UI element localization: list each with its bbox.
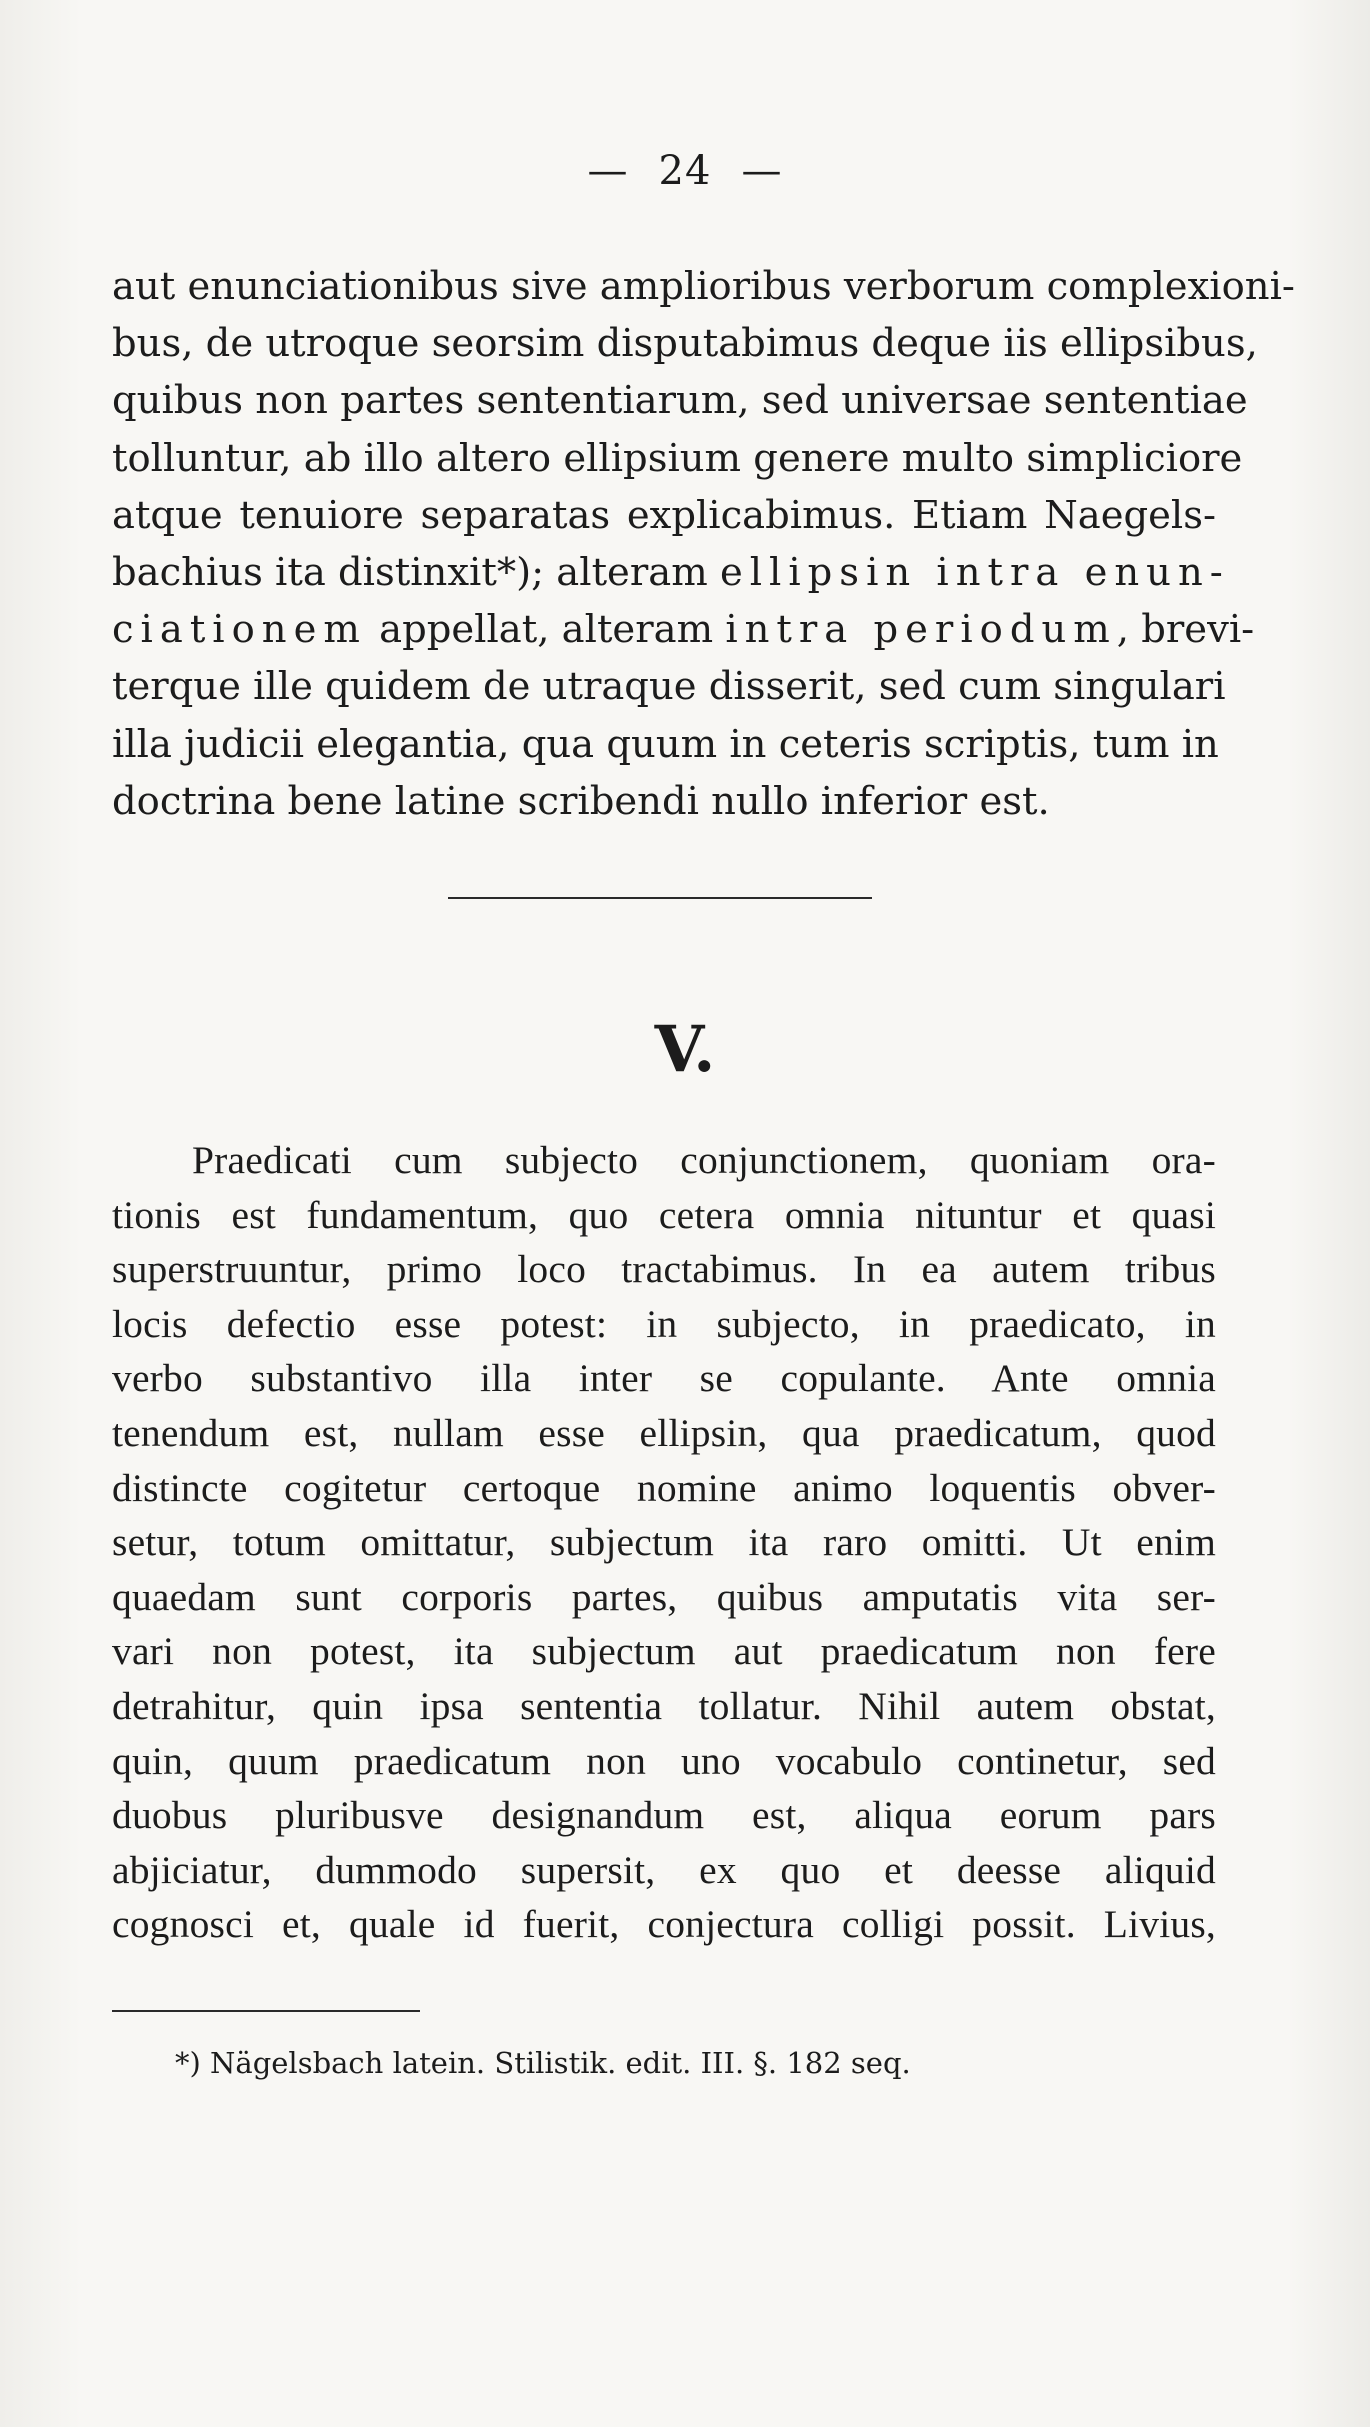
text-line <box>112 1570 1216 1625</box>
text-line <box>112 372 1248 429</box>
text-line <box>112 430 1243 487</box>
text-line <box>112 1679 1216 1734</box>
text-line <box>112 315 1258 372</box>
section-numeral: V. <box>654 1012 716 1087</box>
running-head-dash-right: — <box>741 148 783 194</box>
text-segment: quaedam sunt corporis partes, quibus amputatis vita ser- <box>112 1574 1216 1619</box>
text-segment: cognosci et, quale id fuerit, conjectura colligi possit. Livius, <box>112 1902 1216 1947</box>
text-segment: quibus non partes sententiarum, sed universae sententiae <box>112 378 1248 424</box>
section-divider-rule <box>448 897 872 899</box>
text-segment: locis defectio esse potest: in subjecto, in praedicato, in <box>112 1301 1216 1346</box>
text-line <box>112 544 1230 601</box>
text-line <box>112 1297 1216 1352</box>
text-segment: bus, de utroque seorsim disputabimus deque iis ellipsibus, <box>112 321 1258 367</box>
text-segment: duobus pluribusve designandum est, aliqua eorum pars <box>112 1793 1216 1838</box>
text-segment: verbo substantivo illa inter se copulante. Ante omnia <box>112 1356 1216 1401</box>
text-segment: quin, quum praedicatum non uno vocabulo continetur, sed <box>112 1738 1216 1783</box>
text-segment: superstruuntur, primo loco tractabimus. In ea autem tribus <box>112 1247 1216 1292</box>
text-line <box>112 1788 1216 1843</box>
text-line <box>112 1843 1216 1898</box>
running-head-dash-left: — <box>587 148 629 194</box>
spaced-emphasis: intra periodum <box>725 607 1117 653</box>
paragraph-2 <box>112 1133 1216 1952</box>
spaced-emphasis: ciationem <box>112 607 367 653</box>
text-line <box>112 601 1255 658</box>
text-line <box>112 1897 1216 1952</box>
running-head <box>0 148 1370 194</box>
text-line <box>112 1133 1216 1188</box>
page-number: 24 <box>658 148 712 194</box>
text-line <box>112 716 1219 773</box>
text-segment: atque tenuiore separatas explicabimus. Etiam Naegels- <box>112 492 1216 538</box>
text-line <box>112 773 1216 830</box>
text-segment: abjiciatur, dummodo supersit, ex quo et deesse aliquid <box>112 1847 1216 1892</box>
text-line <box>112 487 1216 544</box>
spaced-emphasis: ellipsin intra enun- <box>719 550 1230 596</box>
text-line <box>112 658 1226 715</box>
text-segment: setur, totum omittatur, subjectum ita raro omitti. Ut enim <box>112 1520 1216 1565</box>
footnote: *) Nägelsbach latein. Stilistik. edit. III. §. 182 seq. <box>175 2046 911 2080</box>
text-segment: , brevi- <box>1116 607 1255 653</box>
text-segment: detrahitur, quin ipsa sententia tollatur. Nihil autem obstat, <box>112 1683 1216 1728</box>
text-line <box>112 258 1295 315</box>
text-line <box>112 1515 1216 1570</box>
text-segment: tionis est fundamentum, quo cetera omnia nituntur et quasi <box>112 1192 1216 1237</box>
text-segment: tenendum est, nullam esse ellipsin, qua praedicatum, quod <box>112 1410 1216 1455</box>
text-segment: terque ille quidem de utraque disserit, sed cum singulari <box>112 664 1226 710</box>
text-line <box>112 1188 1216 1243</box>
text-segment: distincte cogitetur certoque nomine animo loquentis obver- <box>112 1465 1216 1510</box>
text-segment: Praedicati cum subjecto conjunctionem, quoniam ora- <box>192 1138 1216 1182</box>
text-segment: illa judicii elegantia, qua quum in ceteris scriptis, tum in <box>112 721 1219 767</box>
text-line <box>112 1351 1216 1406</box>
text-segment: doctrina bene latine scribendi nullo inferior est. <box>112 778 1050 824</box>
text-line <box>112 1242 1216 1297</box>
text-segment: appellat, alteram <box>366 607 726 653</box>
text-line <box>112 1406 1216 1461</box>
text-line <box>112 1624 1216 1679</box>
text-segment: tolluntur, ab illo altero ellipsium genere multo simpliciore <box>112 435 1243 481</box>
text-line <box>112 1734 1216 1789</box>
text-segment: aut enunciationibus sive amplioribus verborum complexioni- <box>112 264 1295 309</box>
text-segment: bachius ita distinxit*); alteram <box>112 550 720 596</box>
footnote-rule <box>112 2010 420 2012</box>
text-line <box>112 1461 1216 1516</box>
text-segment: vari non potest, ita subjectum aut praedicatum non fere <box>112 1629 1216 1674</box>
paragraph-1 <box>112 258 1295 830</box>
